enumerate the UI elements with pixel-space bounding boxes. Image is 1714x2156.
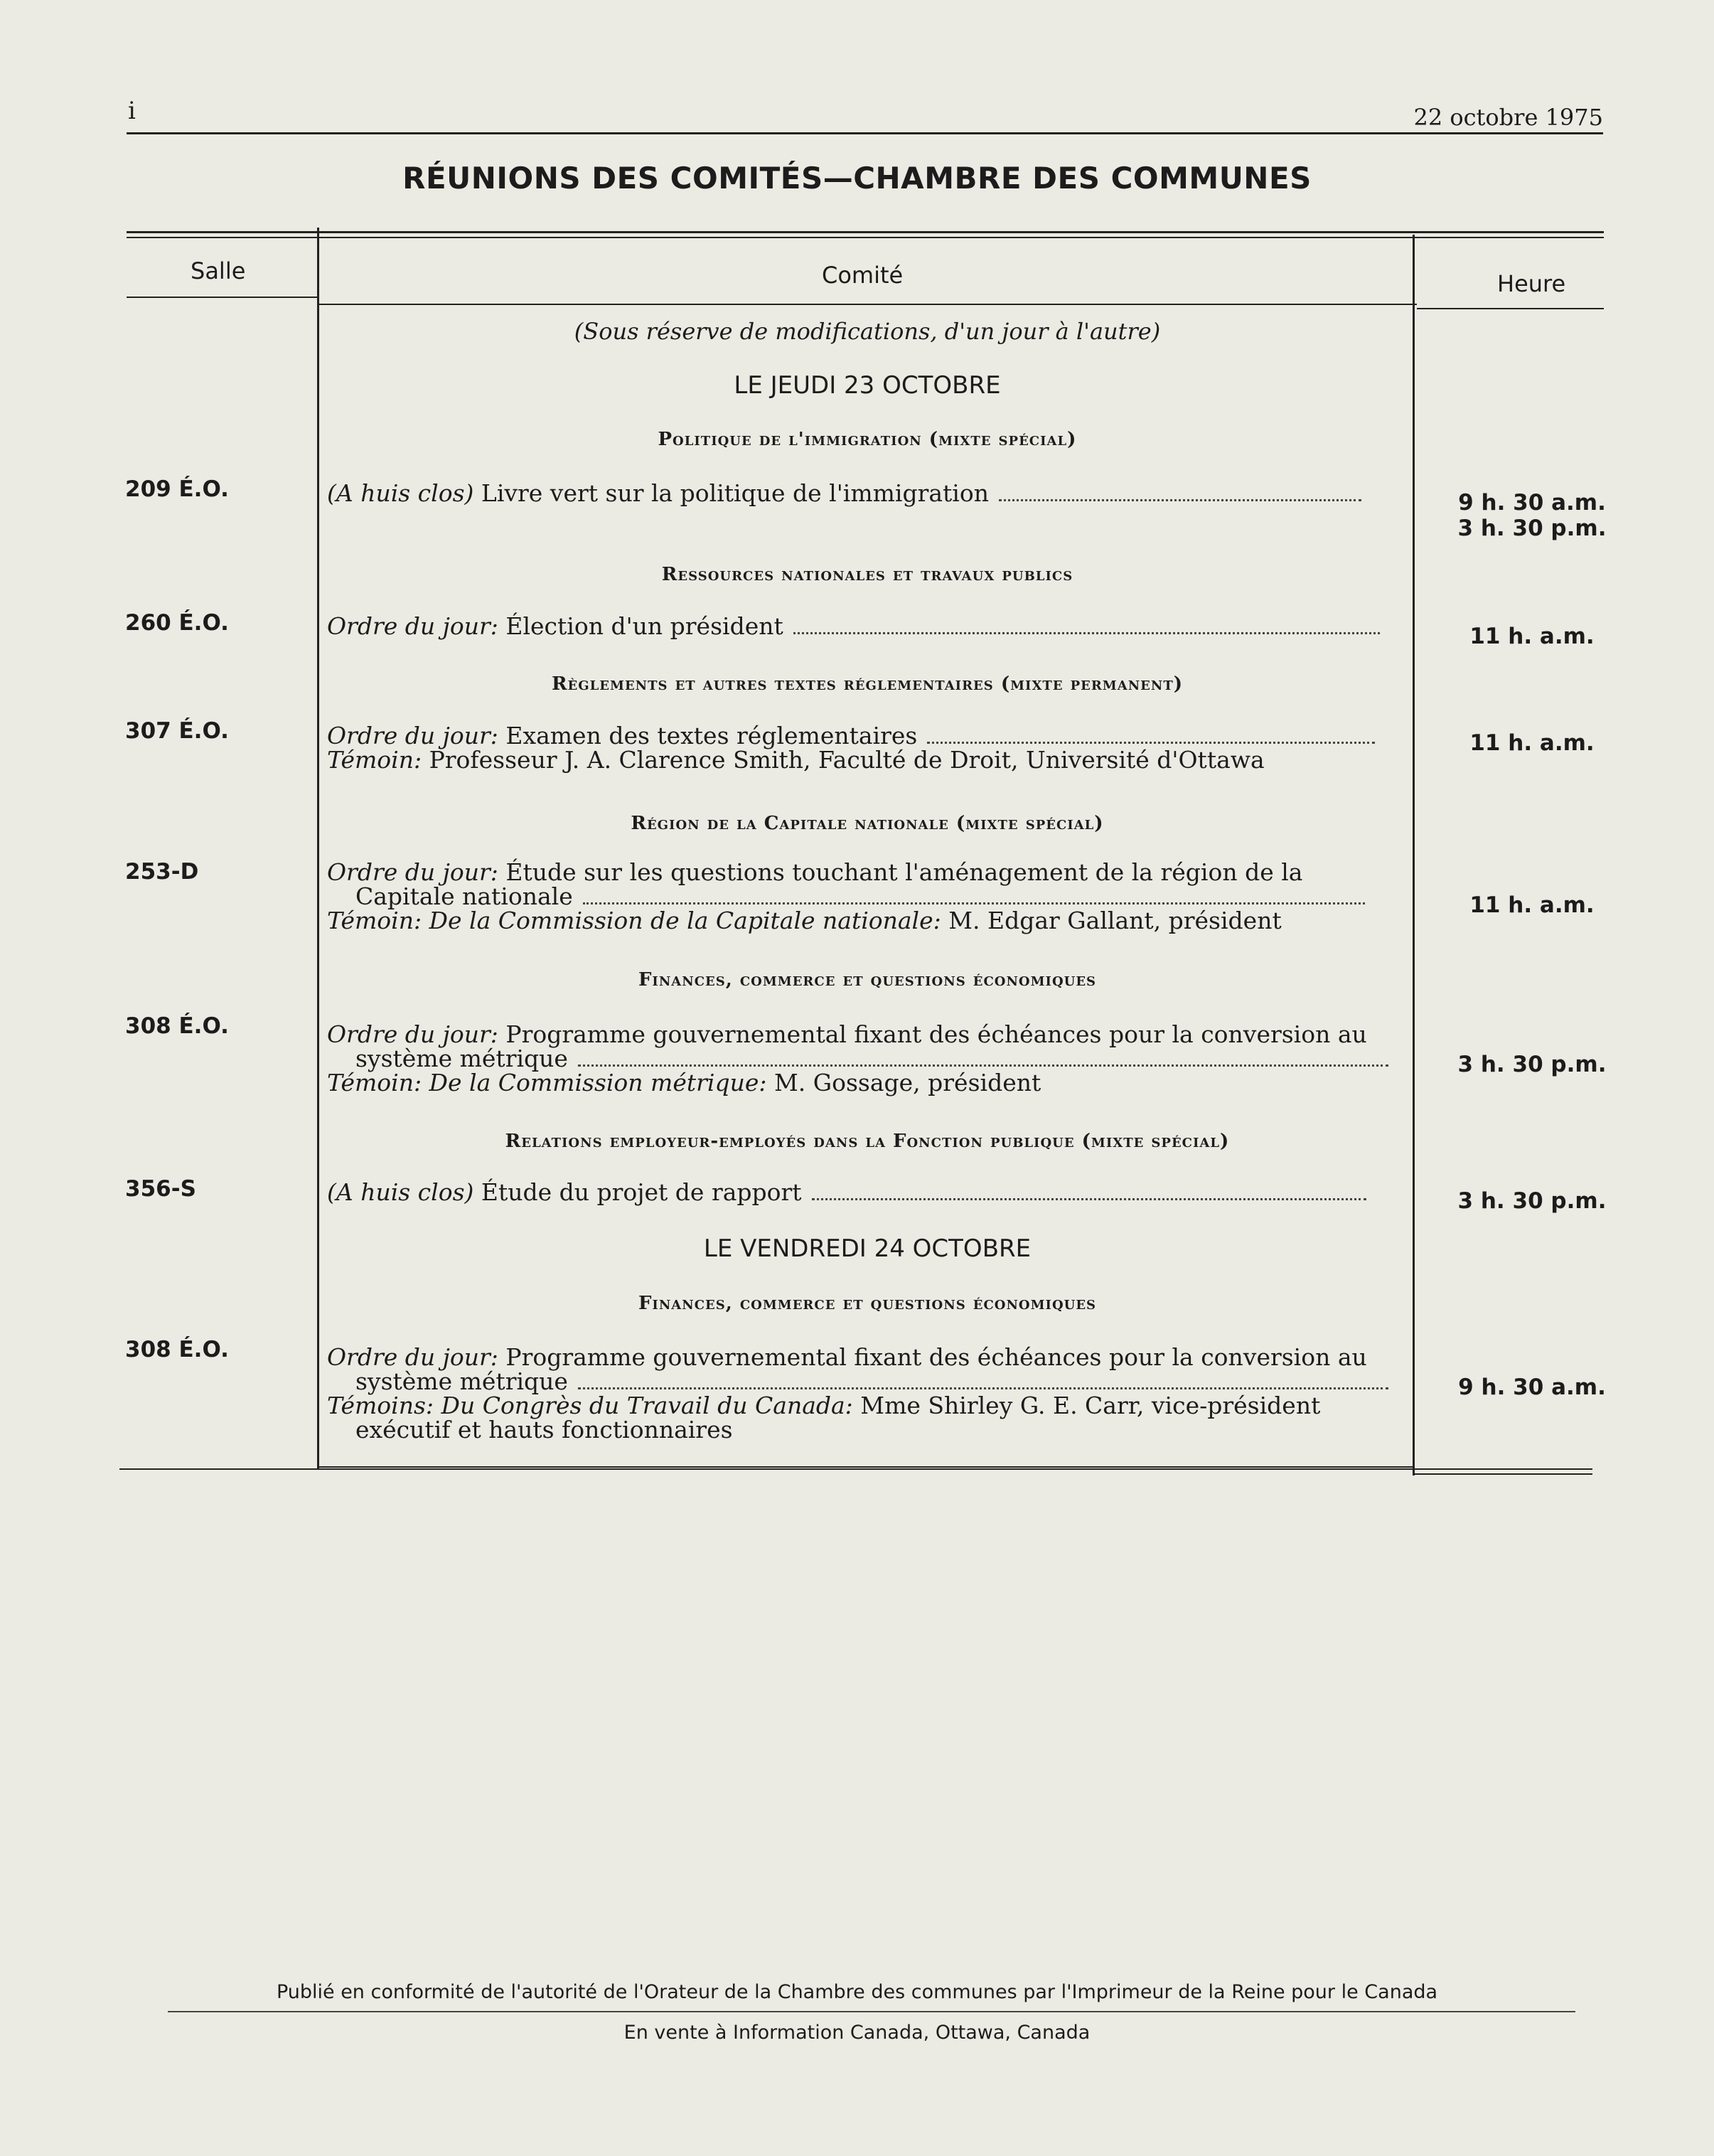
agenda-label: Ordre du jour:	[327, 1343, 498, 1371]
agenda-text: Élection d'un président	[505, 612, 783, 640]
committee-name: Règlements et autres textes réglementaires (mixte permanent)	[551, 673, 1184, 695]
agenda-text: Étude du projet de rapport	[481, 1178, 802, 1206]
column-divider-right	[1413, 235, 1415, 1475]
leader-dots	[583, 902, 1365, 904]
meeting-entry	[327, 724, 1386, 772]
witness-text: Professeur J. A. Clarence Smith, Faculté de Droit, Université d'Ottawa	[429, 746, 1265, 774]
meeting-time: 11 h. a.m.	[1469, 892, 1595, 918]
room-number: 209 É.O.	[125, 476, 229, 502]
running-header	[127, 97, 1603, 134]
sales-notice: En vente à Information Canada, Ottawa, Canada	[623, 2022, 1091, 2044]
meeting-time: 11 h. a.m.	[1469, 624, 1595, 649]
committee-name: Finances, commerce et questions économiques	[638, 1293, 1097, 1314]
header-date: 22 octobre 1975	[1413, 104, 1603, 131]
witness-label: Témoin: De la Commission de la Capitale nationale:	[327, 907, 941, 934]
committee-name: Politique de l'immigration (mixte spécial)	[658, 429, 1077, 450]
table-top-rule	[127, 231, 1604, 233]
leader-dots	[793, 632, 1380, 634]
page-number: i	[128, 97, 136, 125]
table-top-rule-2	[127, 237, 1604, 238]
column-header-comite: Comité	[822, 262, 904, 289]
witness-label: Témoin:	[327, 746, 422, 774]
witness-label: Témoins: Du Congrès du Travail du Canada:	[327, 1392, 853, 1419]
room-number: 308 É.O.	[125, 1013, 229, 1039]
meeting-time: 3 h. 30 p.m.	[1457, 1052, 1607, 1077]
agenda-label: Ordre du jour:	[327, 858, 498, 886]
witness-label: Témoin: De la Commission métrique:	[327, 1069, 767, 1096]
header-rule-salle	[127, 297, 318, 298]
agenda-text: Livre vert sur la politique de l'immigration	[481, 479, 989, 507]
leader-dots	[578, 1064, 1388, 1067]
committee-name: Région de la Capitale nationale (mixte spécial)	[631, 813, 1104, 834]
table-bottom-rule	[119, 1468, 1592, 1470]
meeting-time: 9 h. 30 a.m.	[1458, 1375, 1606, 1400]
agenda-text: Examen des textes réglementaires	[505, 722, 918, 749]
day-heading: LE VENDREDI 24 OCTOBRE	[703, 1234, 1032, 1263]
witness-text: Shirley G. E. Carr, vice-président	[928, 1392, 1321, 1419]
leader-dots	[927, 742, 1375, 744]
column-divider-left	[317, 228, 319, 1468]
committee-name: Finances, commerce et questions économiques	[638, 969, 1097, 991]
page-title: RÉUNIONS DES COMITÉS—CHAMBRE DES COMMUNES	[402, 161, 1312, 196]
agenda-text: Étude sur les questions touchant l'aménagement de la région de la	[505, 858, 1303, 886]
witness-text: M. Gossage, président	[773, 1069, 1041, 1096]
meeting-entry	[327, 860, 1386, 933]
room-number: 260 É.O.	[125, 610, 229, 636]
schedule-note: (Sous réserve de modifications, d'un jour à l'autre)	[574, 318, 1161, 345]
agenda-label: Ordre du jour:	[327, 722, 498, 749]
room-number: 253-D	[125, 859, 199, 885]
column-header-salle: Salle	[191, 257, 246, 284]
meeting-time: 9 h. 30 a.m.	[1458, 490, 1606, 516]
meeting-time: 11 h. a.m.	[1469, 730, 1595, 756]
day-heading: LE JEUDI 23 OCTOBRE	[734, 371, 1001, 400]
publication-notice: Publié en conformité de l'autorité de l'Orateur de la Chambre des communes par l'Imprimeur de la Reine pour le Canada	[276, 1981, 1438, 2003]
leader-dots	[999, 499, 1361, 501]
meeting-entry	[327, 481, 1386, 506]
meeting-time: 3 h. 30 p.m.	[1457, 516, 1607, 541]
table-inner-bottom-rule	[317, 1466, 1414, 1468]
leader-dots	[812, 1198, 1366, 1200]
meeting-qualifier: (A huis clos)	[327, 1178, 474, 1206]
room-number: 308 É.O.	[125, 1337, 229, 1362]
header-rule-heure	[1417, 308, 1604, 309]
committee-name: Ressources nationales et travaux publics	[661, 564, 1073, 585]
agenda-label: Ordre du jour:	[327, 612, 498, 640]
witness-text-cont: exécutif et hauts fonctionnaires	[355, 1416, 733, 1443]
agenda-text-cont: système métrique	[355, 1367, 568, 1395]
agenda-text: Programme gouvernemental fixant des échéances pour la conversion au	[505, 1343, 1367, 1371]
agenda-text-cont: système métrique	[355, 1045, 568, 1072]
room-number: 307 É.O.	[125, 718, 229, 744]
header-rule-comite	[318, 304, 1417, 305]
agenda-label: Ordre du jour:	[327, 1020, 498, 1048]
meeting-entry	[327, 1020, 1386, 1096]
agenda-text: Programme gouvernemental fixant des échéances pour la conversion au	[505, 1020, 1367, 1048]
footer-rule	[168, 2011, 1575, 2012]
meeting-time: 3 h. 30 p.m.	[1457, 1188, 1607, 1214]
table-bottom-rule-right	[1413, 1473, 1592, 1475]
witness-title: Mme	[860, 1392, 921, 1419]
witness-text: M. Edgar Gallant, président	[948, 907, 1282, 934]
meeting-entry	[327, 614, 1386, 639]
leader-dots	[578, 1387, 1388, 1389]
room-number: 356-S	[125, 1176, 196, 1202]
committee-name: Relations employeur-employés dans la Fonction publique (mixte spécial)	[505, 1131, 1230, 1152]
meeting-qualifier: (A huis clos)	[327, 479, 474, 507]
meeting-entry	[327, 1345, 1386, 1442]
agenda-text-cont: Capitale nationale	[355, 882, 573, 910]
meeting-entry	[327, 1180, 1386, 1205]
column-header-heure: Heure	[1497, 270, 1566, 297]
